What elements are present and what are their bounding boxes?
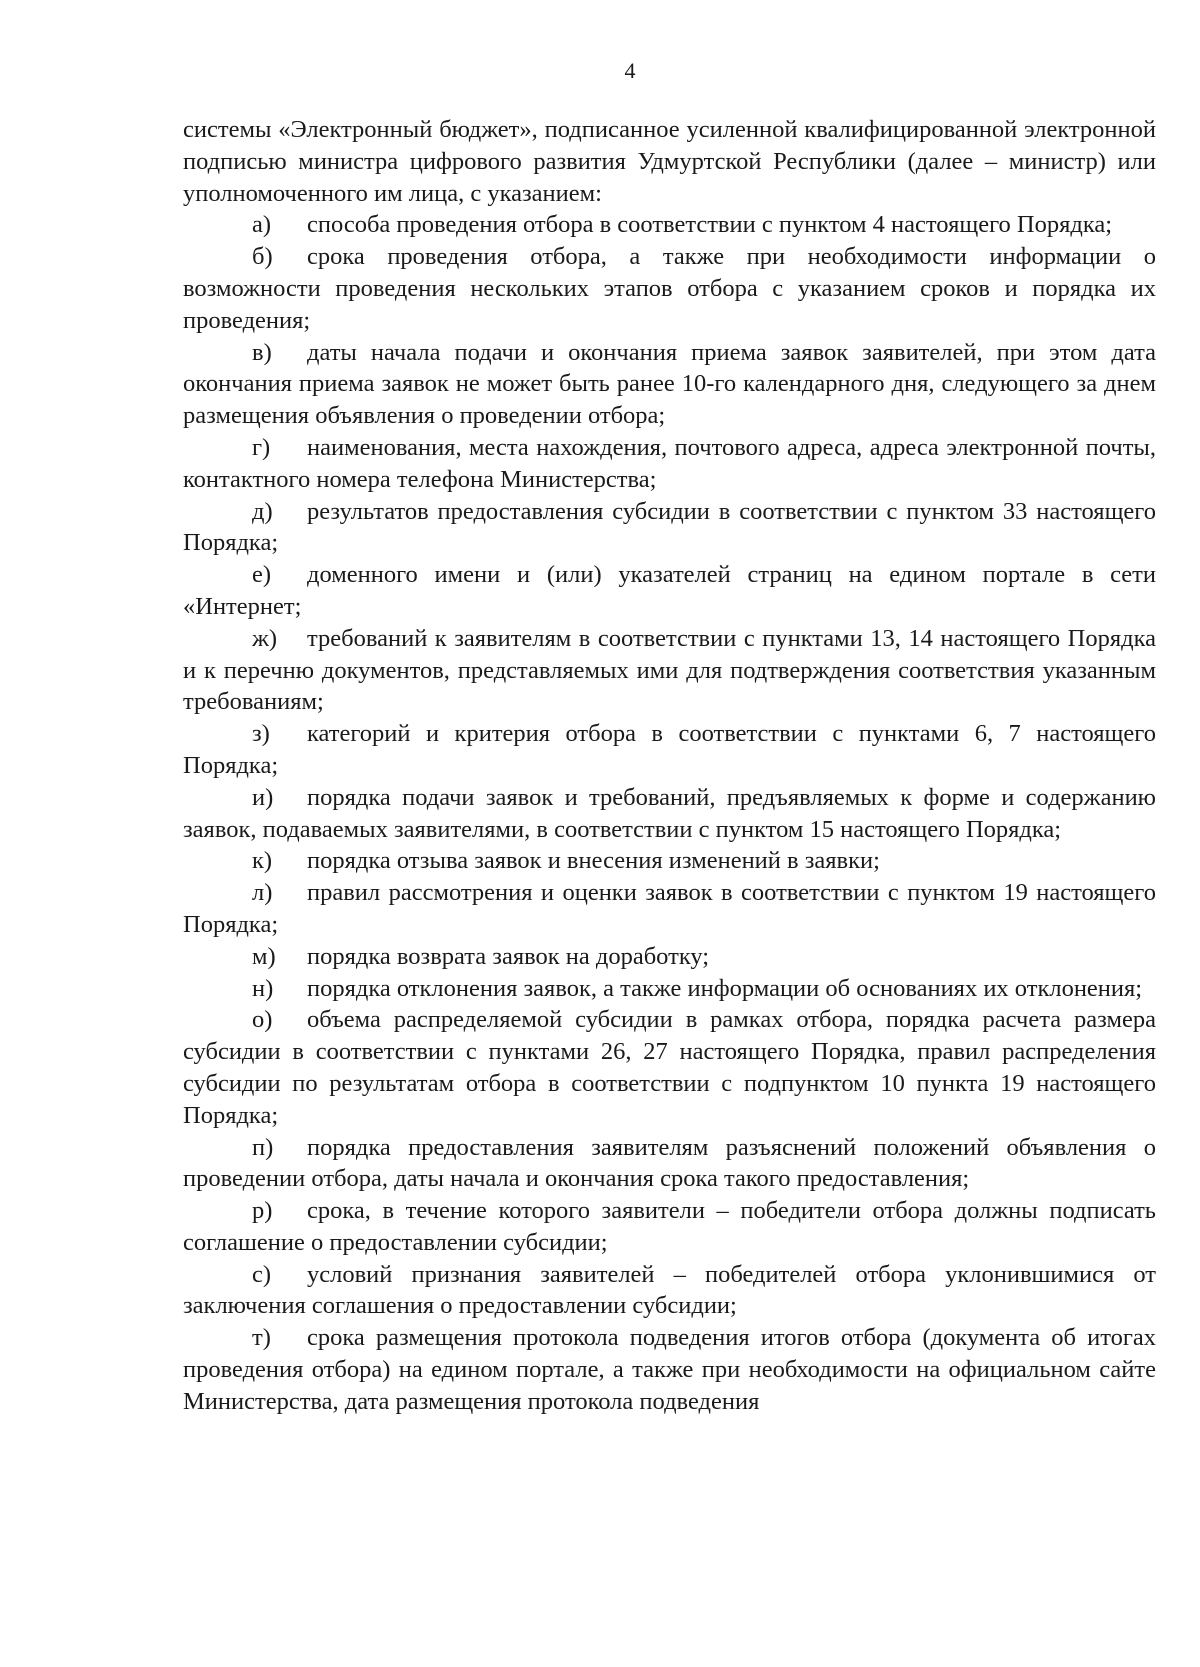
list-item-text: порядка отзыва заявок и внесения изменений в заявки; (307, 847, 880, 875)
list-item-text: способа проведения отбора в соответствии с пунктом 4 настоящего Порядка; (307, 211, 1113, 239)
list-item (183, 432, 1156, 496)
list-item (183, 1132, 1156, 1196)
list-item-text: срока проведения отбора, а также при необходимости информации о возможности проведения нескольких этапов отбора с указанием сроков и порядка их проведения; (183, 243, 1156, 334)
list-item (183, 209, 1156, 241)
list-item-text: срока, в течение которого заявители – победители отбора должны подписать соглашение о предоставлении субсидии; (183, 1197, 1156, 1256)
list-item-letter: ж) (252, 624, 278, 652)
list-item (183, 1322, 1156, 1417)
list-item (183, 496, 1156, 560)
list-item-text: порядка подачи заявок и требований, предъявляемых к форме и содержанию заявок, подаваемых заявителями, в соответствии с пунктом 15 настоящего Порядка; (183, 783, 1156, 843)
list-item-letter: в) (252, 338, 272, 366)
list-item (183, 845, 1156, 877)
list-item-letter: р) (252, 1197, 273, 1225)
list-item (183, 718, 1156, 782)
list-item (183, 1004, 1156, 1131)
list-item-text: срока размещения протокола подведения итогов отбора (документа об итогах проведения отбора) на едином портале, а также при необходимости на официальном сайте Министерства, дата размещения протокола подведения (183, 1324, 1156, 1415)
list-item-letter: а) (252, 211, 272, 239)
list-item-letter: з) (252, 720, 270, 748)
list-item-letter: с) (252, 1260, 272, 1288)
document-body (183, 114, 1156, 1418)
list-item-text: порядка возврата заявок на доработку; (307, 942, 710, 970)
list-item-text: даты начала подачи и окончания приема заявок заявителей, при этом дата окончания приема заявок не может быть ранее 10-го календарного дня, следующего за днем размещения объявления о проведении отбора; (183, 338, 1156, 430)
list-item-letter: т) (252, 1324, 271, 1352)
list-item (183, 241, 1156, 336)
list-item-letter: н) (252, 974, 274, 1002)
list-item (183, 973, 1156, 1005)
list-item-text: порядка предоставления заявителям разъяснений положений объявления о проведении отбора, даты начала и окончания срока такого предоставления; (183, 1133, 1156, 1193)
list-item (183, 559, 1156, 623)
list-item-text: категорий и критерия отбора в соответствии с пунктами 6, 7 настоящего Порядка; (183, 720, 1156, 779)
list-item-text: условий признания заявителей – победителей отбора уклонившимися от заключения соглашения о предоставлении субсидии; (183, 1260, 1156, 1320)
list-item-letter: п) (252, 1133, 274, 1161)
list-item-text: правил рассмотрения и оценки заявок в соответствии с пунктом 19 настоящего Порядка; (183, 879, 1156, 938)
list-item-text: доменного имени и (или) указателей страниц на едином портале в сети «Интернет; (183, 561, 1156, 620)
list-item (183, 782, 1156, 846)
list-item-letter: д) (252, 497, 273, 525)
list-item (183, 1195, 1156, 1259)
list-item-letter: м) (252, 942, 276, 970)
list-item-letter: е) (252, 561, 272, 589)
list-item (183, 623, 1156, 718)
list-item (183, 941, 1156, 973)
list-item-letter: л) (252, 879, 273, 907)
list-item (183, 1259, 1156, 1323)
list-item (183, 877, 1156, 941)
list-item-letter: б) (252, 243, 273, 271)
list-item-letter: к) (252, 847, 273, 875)
list-item (183, 337, 1156, 432)
list-item-text: объема распределяемой субсидии в рамках отбора, порядка расчета размера субсидии в соответствии с пунктами 26, 27 настоящего Порядка, правил распределения субсидии по результатам отбора в соответствии с подпунктом 10 пункта 19 настоящего Порядка; (183, 1006, 1156, 1129)
list-item-letter: и) (252, 783, 274, 811)
list-item-letter: г) (252, 433, 271, 461)
page-number: 4 (624, 58, 636, 83)
list-item-text: результатов предоставления субсидии в соответствии с пунктом 33 настоящего Порядка; (183, 497, 1156, 557)
list-item-letter: о) (252, 1006, 273, 1034)
intro-paragraph: системы «Электронный бюджет», подписанное усиленной квалифицированной электронной подписью министра цифрового развития Удмуртской Республики (далее – министр) или уполномоченного им лица, с указанием: (183, 116, 1156, 207)
list-item-text: порядка отклонения заявок, а также информации об основаниях их отклонения; (307, 974, 1143, 1002)
requirements-list (183, 209, 1156, 1417)
list-item-text: требований к заявителям в соответствии с пунктами 13, 14 настоящего Порядка и к перечню документов, представляемых ими для подтверждения соответствия указанным требованиям; (183, 624, 1156, 716)
list-item-text: наименования, места нахождения, почтового адреса, адреса электронной почты, контактного номера телефона Министерства; (183, 433, 1156, 493)
